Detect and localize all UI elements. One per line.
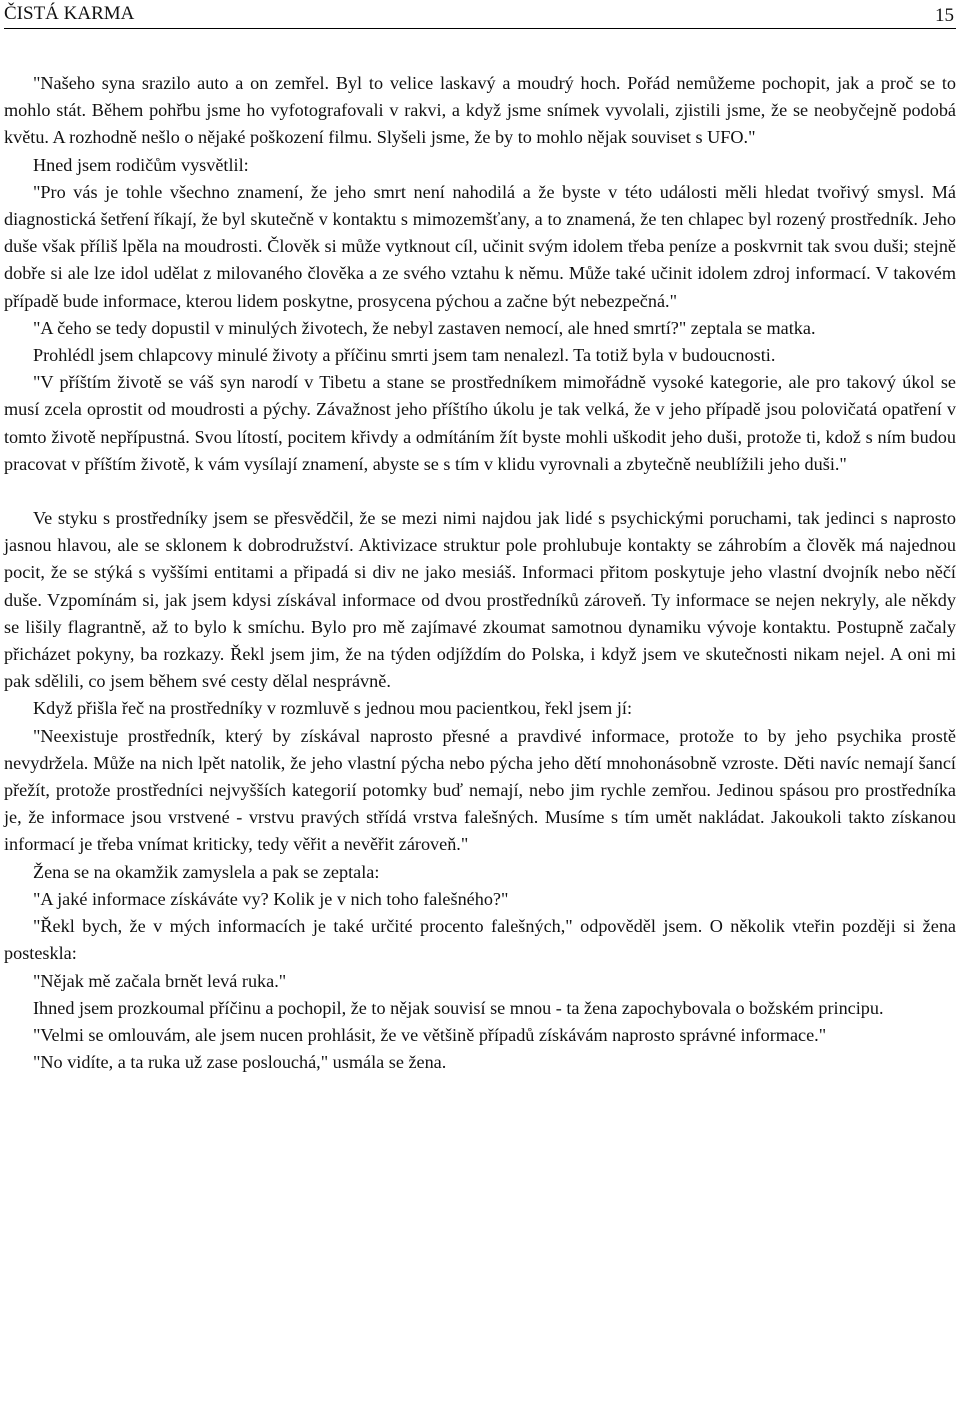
paragraph: Ihned jsem prozkoumal příčinu a pochopil, že to nějak souvisí se mnou - ta žena zapochybovala o božském principu. <box>33 997 884 1018</box>
paragraph: Hned jsem rodičům vysvětlil: <box>33 154 249 175</box>
book-title: ČISTÁ KARMA <box>4 3 135 24</box>
paragraph: "V příštím životě se váš syn narodí v Tibetu a stane se prostředníkem mimořádně vysoké kategorie, ale pro takový úkol se musí zcela oprostit od moudrosti a pýchy. Závažnost jeho příštího úkolu je tak velká, že v jeho případě jsou polovičatá opatření v tomto životě nepřípustná. Svou lítostí, pocitem křivdy a odmítáním žít byste mohli uškodit jeho duši, protože ti, kdož s ním budou pracovat v příštím životě, k vám vysílají znamení, abyste se s tím v klidu vyrovnali a zbytečně neublížili jeho duši." <box>4 372 956 474</box>
paragraph: Žena se na okamžik zamyslela a pak se zeptala: <box>33 861 380 882</box>
paragraph: "Řekl bych, že v mých informacích je také určité procento falešných," odpověděl jsem. O několik vteřin později si žena posteskla: <box>4 916 956 964</box>
paragraph: "A jaké informace získáváte vy? Kolik je v nich toho falešného?" <box>33 888 509 909</box>
paragraph: Prohlédl jsem chlapcovy minulé životy a příčinu smrti jsem tam nenalezl. Ta totiž byla v budoucnosti. <box>33 345 776 366</box>
paragraph: "Nějak mě začala brnět levá ruka." <box>33 970 287 991</box>
page-number: 15 <box>935 5 954 26</box>
paragraph: "Pro vás je tohle všechno znamení, že jeho smrt není nahodilá a že byste v této události měli hledat tvořivý smysl. Má diagnostická šetření říkají, že byl skutečně v kontaktu s mimozemšťany, a to znamená, že ten chlapec byl rozený prostředník. Jeho duše však příliš lpěla na moudrosti. Člověk si může vytknout cíl, učinit svým idolem třeba peníze a poskvrnit tak svou duši; stejně dobře si ale lze idol udělat z milovaného člověka a ze svého vztahu k němu. Může také učinit idolem zdroj informací. V takovém případě bude informace, kterou lidem poskytne, prosycena pýchou a začne být nebezpečná." <box>4 181 956 311</box>
running-header <box>4 2 956 29</box>
paragraph: "Neexistuje prostředník, který by získával naprosto přesné a pravdivé informace, protože to by jeho psychika prostě nevydržela. Může na nich lpět natolik, že jeho vlastní pýcha nebo pýcha jeho dětí mnohonásobně vzroste. Děti navíc nemají šancí přežít, protože prostředníci nejvyšších kategorií potomky buď nemají, nebo jim rychle zemřou. Jedinou spásou pro prostředníka je, že informace jsou vrstvené - vrstvu pravých střídá vrstva falešných. Musíme s tím umět nakládat. Jakoukoli takto získanou informací je třeba vnímat kriticky, tedy věřit a nevěřit zároveň." <box>4 725 956 855</box>
paragraph: "A čeho se tedy dopustil v minulých životech, že nebyl zastaven nemocí, ale hned smrtí?" zeptala se matka. <box>33 317 816 338</box>
paragraph: Když přišla řeč na prostředníky v rozmluvě s jednou mou pacientkou, řekl jsem jí: <box>33 698 633 719</box>
paragraph: "Našeho syna srazilo auto a on zemřel. Byl to velice laskavý a moudrý hoch. Pořád nemůžeme pochopit, jak a proč se to mohlo stát. Během pohřbu jsme ho vyfotografovali v rakvi, a když jsme snímek vyvolali, zjistili jsme, že se neobyčejně podobá květu. A rozhodně nešlo o nějaké poškození filmu. Slyšeli jsme, že by to mohlo nějak souviset s UFO." <box>4 73 956 148</box>
paragraph: "Velmi se omlouvám, ale jsem nucen prohlásit, že ve většině případů získávám naprosto správné informace." <box>33 1024 827 1045</box>
paragraph: "No vidíte, a ta ruka už zase poslouchá," usmála se žena. <box>33 1052 447 1073</box>
paragraph: Ve styku s prostředníky jsem se přesvědčil, že se mezi nimi najdou jak lidé s psychickými poruchami, tak jedinci s naprosto jasnou hlavou, ale se sklonem k dobrodružství. Aktivizace struktur pole prohlubuje kontakty se záhrobím a člověk má najednou pocit, že se stýká s vyššími entitami a připadá si div ne jako mesiáš. Informaci přitom poskytuje jeho vlastní dvojník nebo něčí duše. Vzpomínám si, jak jsem kdysi získával informace od dvou prostředníků zároveň. Ty informace se nejen nekryly, ale někdy se lišily flagrantně, až to bylo k smíchu. Bylo pro mě zajímavé zkoumat samotnou dynamiku vývoje kontaktu. Postupně začaly přicházet pokyny, ba rozkazy. Řekl jsem jim, že na týden odjíždím do Polska, i když jsem ve skutečnosti nikam nejel. A oni mi pak sdělili, co jsem během své cesty dělal nesprávně. <box>4 508 956 692</box>
body-text <box>4 70 956 1076</box>
